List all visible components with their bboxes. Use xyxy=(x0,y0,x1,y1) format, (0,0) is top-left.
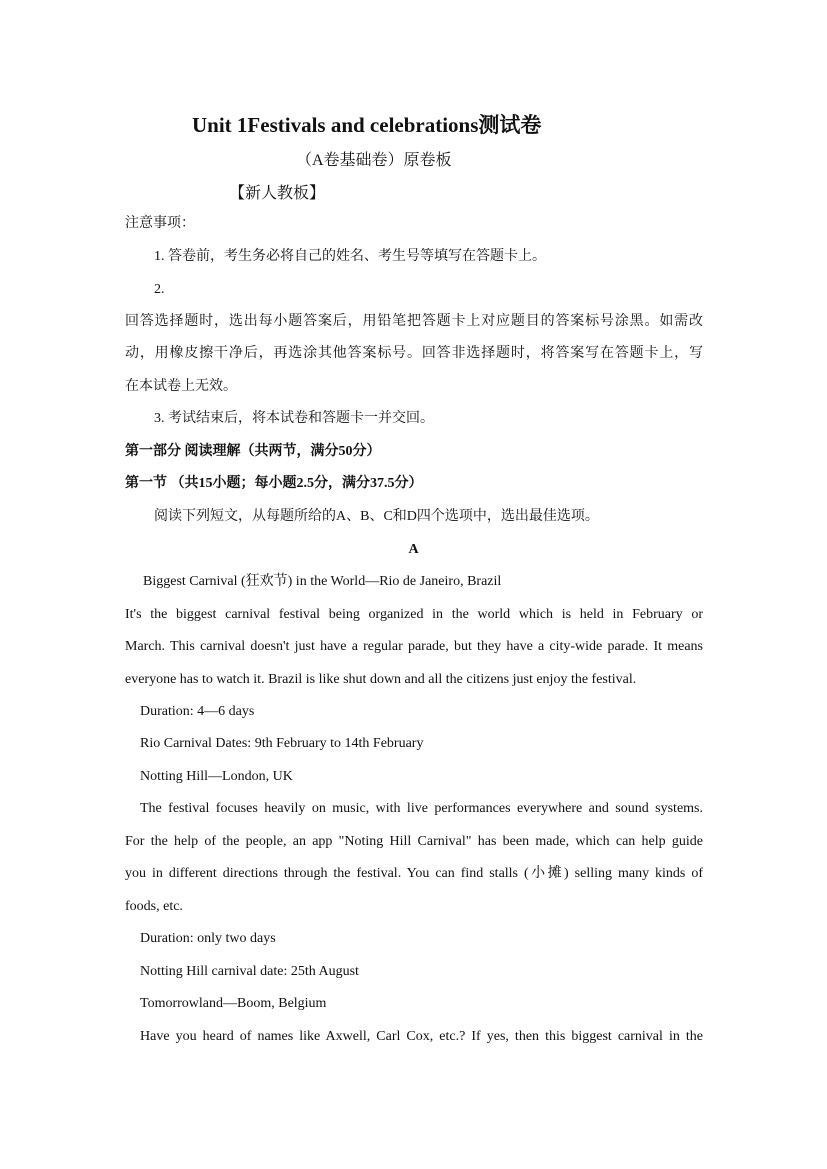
passage-line: For the help of the people, an app "Noting Hill Carnival" has been made, which can help guide xyxy=(125,834,703,849)
passage-line: The festival focuses heavily on music, with live performances everywhere and sound systems. xyxy=(140,801,703,816)
note-item-2-number: 2. xyxy=(154,282,165,297)
section-instruction: 阅读下列短文，从每题所给的A、B、C和D四个选项中，选出最佳选项。 xyxy=(154,509,599,524)
edition-label: 【新人教板】 xyxy=(229,185,326,202)
note-item-2-line-2: 动，用橡皮擦干净后，再选涂其他答案标号。回答非选择题时，将答案写在答题卡上，写 xyxy=(125,346,703,361)
passage-line: Biggest Carnival (狂欢节) in the World—Rio de Janeiro, Brazil xyxy=(143,574,502,589)
note-item-2-line-1: 回答选择题时，选出每小题答案后，用铅笔把答题卡上对应题目的答案标号涂黑。如需改 xyxy=(125,314,703,329)
passage-line: Duration: 4—6 days xyxy=(140,704,255,719)
page-title: Unit 1Festivals and celebrations测试卷 xyxy=(192,113,542,137)
part-heading: 第一部分 阅读理解（共两节，满分50分） xyxy=(125,444,381,459)
section-heading: 第一节 （共15小题；每小题2.5分，满分37.5分） xyxy=(125,476,423,491)
note-item-2-line-3: 在本试卷上无效。 xyxy=(125,379,237,394)
passage-line: Rio Carnival Dates: 9th February to 14th February xyxy=(140,736,424,751)
passage-line: It's the biggest carnival festival being organized in the world which is held in February or xyxy=(125,607,703,622)
note-item-3: 3. 考试结束后，将本试卷和答题卡一并交回。 xyxy=(154,411,434,426)
page-subtitle: （A卷基础卷）原卷板 xyxy=(296,152,452,169)
notes-heading: 注意事项： xyxy=(125,216,195,231)
passage-line: Have you heard of names like Axwell, Carl Cox, etc.? If yes, then this biggest carnival in the xyxy=(140,1029,703,1044)
passage-line: March. This carnival doesn't just have a regular parade, but they have a city-wide parade. It means xyxy=(125,639,703,654)
passage-line: Duration: only two days xyxy=(140,931,276,946)
passage-line: Notting Hill carnival date: 25th August xyxy=(140,964,359,979)
passage-line: Notting Hill—London, UK xyxy=(140,769,293,784)
passage-line: you in different directions through the festival. You can find stalls (小摊) selling many kinds of xyxy=(125,866,703,881)
passage-line: everyone has to watch it. Brazil is like shut down and all the citizens just enjoy the festival. xyxy=(125,672,637,687)
passage-label: A xyxy=(408,542,419,557)
passage-line: foods, etc. xyxy=(125,899,183,914)
note-item-1: 1. 答卷前，考生务必将自己的姓名、考生号等填写在答题卡上。 xyxy=(154,249,546,264)
passage-line: Tomorrowland—Boom, Belgium xyxy=(140,996,327,1011)
